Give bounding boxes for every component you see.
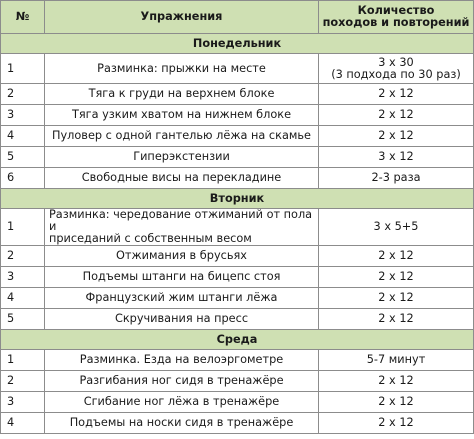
day-row-tuesday [1, 189, 474, 209]
row-count: 3 х 5+5 [319, 209, 474, 246]
day-row-monday [1, 34, 474, 54]
row-num: 2 [1, 84, 45, 105]
row-exercise-line1: Разминка: чередование отжиманий от пола и [49, 208, 313, 233]
table-row [1, 413, 474, 434]
row-count: 2 х 12 [319, 246, 474, 267]
row-exercise: Тяга узким хватом на нижнем блоке [45, 105, 319, 126]
row-exercise-line2: приседаний с собственным весом [49, 232, 252, 245]
table-row [1, 54, 474, 84]
table-row [1, 84, 474, 105]
table-row [1, 288, 474, 309]
row-num: 2 [1, 246, 45, 267]
table-row [1, 309, 474, 330]
row-count: 2 х 12 [319, 267, 474, 288]
table-row [1, 371, 474, 392]
row-count: 2 х 12 [319, 413, 474, 434]
row-count-line2: (3 подхода по 30 раз) [331, 67, 461, 81]
row-exercise: Разминка: прыжки на месте [45, 54, 319, 84]
row-num: 1 [1, 54, 45, 84]
row-count-line1: 3 х 30 [378, 55, 414, 69]
header-count-line1: Количество [357, 4, 435, 17]
row-count: 2 х 12 [319, 392, 474, 413]
day-label: Понедельник [1, 34, 474, 54]
row-exercise: Отжимания в брусьях [45, 246, 319, 267]
table-row [1, 350, 474, 371]
row-num: 3 [1, 392, 45, 413]
header-exercise: Упражнения [45, 1, 319, 34]
row-count: 2 х 12 [319, 371, 474, 392]
row-num: 1 [1, 209, 45, 246]
header-row [1, 1, 474, 34]
row-exercise: Сгибание ног лёжа в тренажёре [45, 392, 319, 413]
row-count: 3 х 12 [319, 147, 474, 168]
table-row [1, 209, 474, 246]
table-row [1, 267, 474, 288]
header-count [319, 1, 474, 34]
table-row [1, 126, 474, 147]
row-count: 2 х 12 [319, 84, 474, 105]
row-exercise: Разгибания ног сидя в тренажёре [45, 371, 319, 392]
day-row-wednesday [1, 330, 474, 350]
day-label: Вторник [1, 189, 474, 209]
row-num: 4 [1, 413, 45, 434]
row-count: 2 х 12 [319, 105, 474, 126]
table-row [1, 147, 474, 168]
row-num: 3 [1, 267, 45, 288]
row-exercise: Гиперэкстензии [45, 147, 319, 168]
row-num: 5 [1, 309, 45, 330]
row-count: 2-3 раза [319, 168, 474, 189]
row-exercise [45, 209, 319, 246]
row-exercise: Разминка. Езда на велоэргометре [45, 350, 319, 371]
row-count: 2 х 12 [319, 309, 474, 330]
row-exercise: Тяга к груди на верхнем блоке [45, 84, 319, 105]
row-count [319, 54, 474, 84]
day-label: Среда [1, 330, 474, 350]
row-num: 4 [1, 126, 45, 147]
row-exercise: Пуловер с одной гантелью лёжа на скамье [45, 126, 319, 147]
row-exercise: Подъемы штанги на бицепс стоя [45, 267, 319, 288]
table-row [1, 168, 474, 189]
row-num: 4 [1, 288, 45, 309]
header-num: № [1, 1, 45, 34]
table-row [1, 392, 474, 413]
row-exercise: Подъемы на носки сидя в тренажёре [45, 413, 319, 434]
row-exercise: Свободные висы на перекладине [45, 168, 319, 189]
row-exercise: Французский жим штанги лёжа [45, 288, 319, 309]
row-count: 2 х 12 [319, 288, 474, 309]
row-count: 2 х 12 [319, 126, 474, 147]
table-row [1, 246, 474, 267]
row-num: 2 [1, 371, 45, 392]
table-row [1, 105, 474, 126]
header-count-line2: походов и повторений [322, 16, 470, 29]
row-num: 5 [1, 147, 45, 168]
row-num: 1 [1, 350, 45, 371]
row-num: 6 [1, 168, 45, 189]
row-num: 3 [1, 105, 45, 126]
row-exercise: Скручивания на пресс [45, 309, 319, 330]
row-count: 5-7 минут [319, 350, 474, 371]
